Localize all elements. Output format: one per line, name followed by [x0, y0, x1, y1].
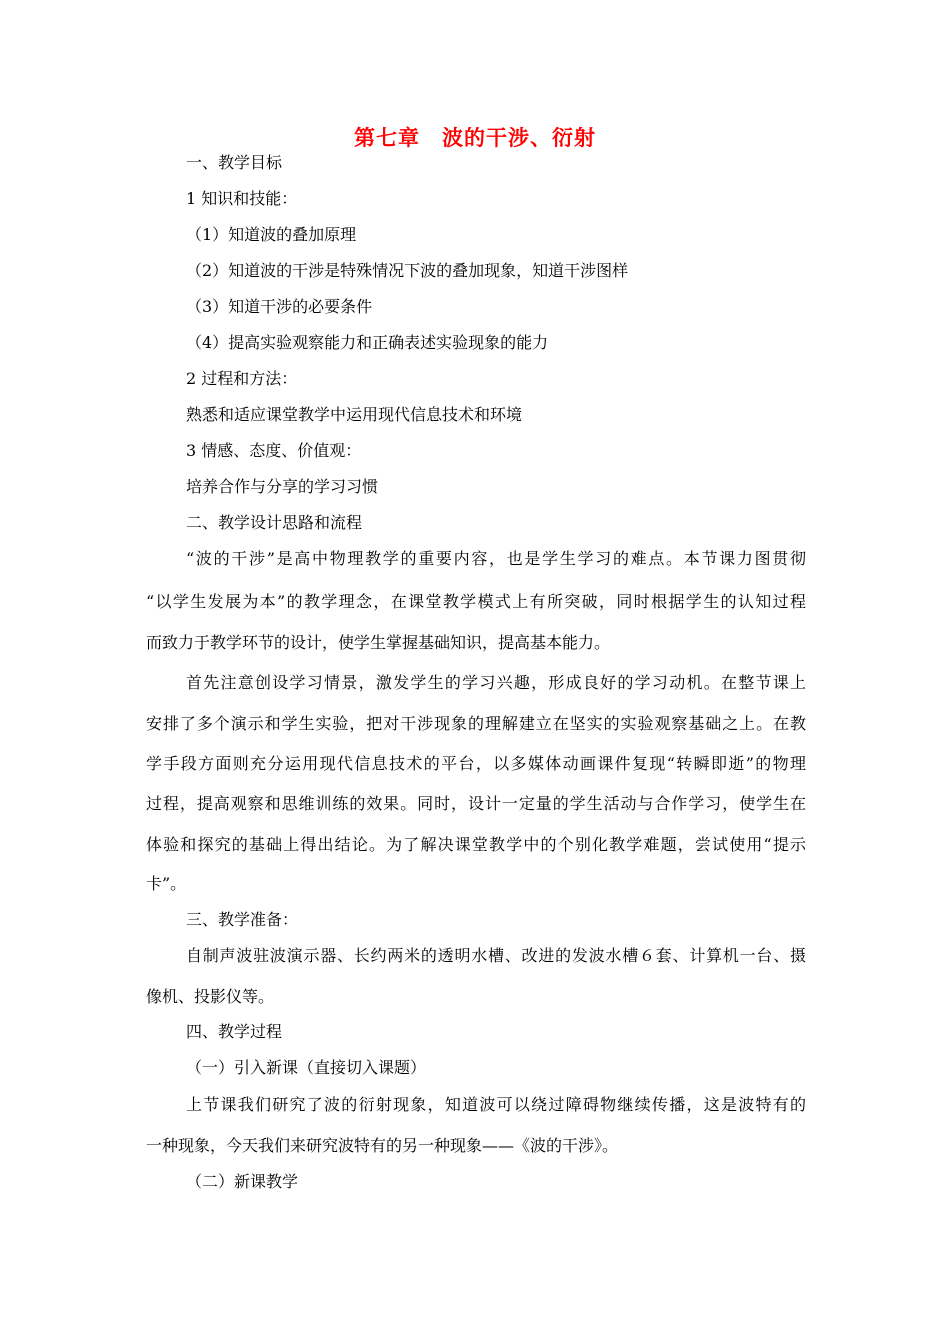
- paragraph-line: 像机、投影仪等。: [146, 987, 275, 1006]
- paragraph-line: 学手段方面则充分运用现代信息技术的平台，以多媒体动画课件复现“转瞬即逝”的物理: [146, 754, 806, 773]
- section-heading-design: 二、教学设计思路和流程: [186, 513, 363, 532]
- section-heading-preparation: 三、教学准备：: [186, 910, 299, 929]
- paragraph-line: 自制声波驻波演示器、长约两米的透明水槽、改进的发波水槽６套、计算机一台、摄: [186, 946, 806, 965]
- paragraph-line: 上节课我们研究了波的衍射现象，知道波可以绕过障碍物继续传播，这是波特有的: [186, 1095, 806, 1114]
- paragraph-line: 一种现象，今天我们来研究波特有的另一种现象——《波的干涉》。: [146, 1136, 619, 1155]
- document-title: 第七章 波的干涉、衍射: [354, 126, 596, 150]
- paragraph-line: 首先注意创设学习情景，激发学生的学习兴趣，形成良好的学习动机。在整节课上: [186, 673, 806, 692]
- subsection-heading-new-lesson: （二）新课教学: [186, 1172, 299, 1191]
- knowledge-item: （4）提高实验观察能力和正确表述实验现象的能力: [186, 333, 549, 352]
- paragraph-line: 安排了多个演示和学生实验，把对干涉现象的理解建立在坚实的实验观察基础之上。在教: [146, 714, 806, 733]
- process-text: 熟悉和适应课堂教学中运用现代信息技术和环境: [186, 405, 523, 424]
- attitude-text: 培养合作与分享的学习习惯: [186, 477, 379, 496]
- paragraph-line: 过程，提高观察和思维训练的效果。同时，设计一定量的学生活动与合作学习，使学生在: [146, 794, 806, 813]
- subheading-knowledge: 1 知识和技能：: [186, 189, 298, 208]
- section-heading-process: 四、教学过程: [186, 1022, 283, 1041]
- knowledge-item: （1）知道波的叠加原理: [186, 225, 357, 244]
- paragraph-line: 而致力于教学环节的设计，使学生掌握基础知识，提高基本能力。: [146, 633, 611, 652]
- subheading-process: 2 过程和方法：: [186, 369, 298, 388]
- subheading-attitude: 3 情感、态度、价值观：: [186, 441, 362, 460]
- paragraph-line: “以学生发展为本”的教学理念，在课堂教学模式上有所突破，同时根据学生的认知过程: [146, 592, 806, 611]
- subsection-heading-intro: （一）引入新课（直接切入课题）: [186, 1058, 427, 1077]
- knowledge-item: （3）知道干涉的必要条件: [186, 297, 373, 316]
- paragraph-line: “波的干涉”是高中物理教学的重要内容，也是学生学习的难点。本节课力图贯彻: [186, 549, 806, 568]
- paragraph-line: 体验和探究的基础上得出结论。为了解决课堂教学中的个别化教学难题，尝试使用“提示: [146, 835, 806, 854]
- knowledge-item: （2）知道波的干涉是特殊情况下波的叠加现象，知道干涉图样: [186, 261, 629, 280]
- section-heading-objectives: 一、教学目标: [186, 153, 283, 172]
- paragraph-line: 卡”。: [146, 874, 187, 893]
